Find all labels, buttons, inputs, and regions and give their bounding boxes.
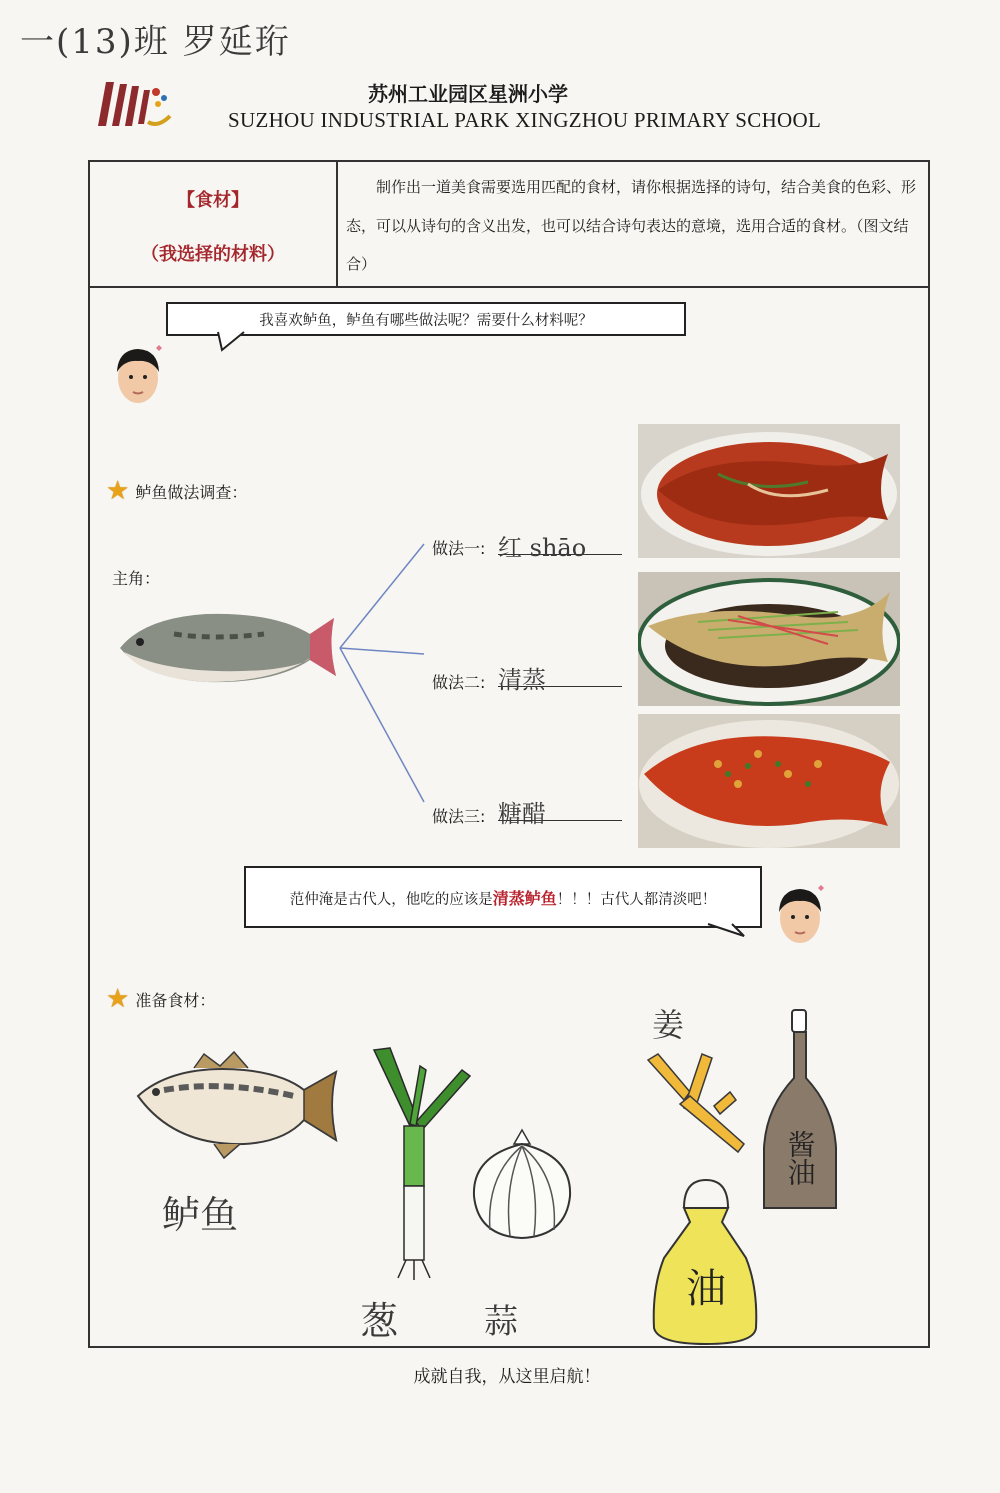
speech-bubble-2-text [290,886,717,909]
section-prep-label: 准备食材： [135,990,216,1010]
speech-bubble-2-after: ！！！古代人都清淡吧！ [556,891,717,908]
school-logo [92,76,174,132]
ginger-drawing [640,1048,750,1158]
steamed-fish-photo [638,572,900,706]
braised-fish-photo [638,424,900,558]
fish-label: 鲈鱼 [162,1193,239,1237]
student-avatar-2 [774,880,826,952]
star-icon: ★ [106,984,130,1014]
school-name-cn: 苏州工业园区星洲小学 [368,82,568,106]
sweet-sour-fish-photo [638,714,900,848]
garlic-label: 蒜 [484,1302,518,1342]
handwritten-class-name: 一(13)班 罗延珩 [20,22,291,62]
speech-bubble-2-before: 范仲淹是古代人，他吃的应该是 [289,891,493,908]
method-2-answer: 清蒸 [498,660,622,687]
section-survey-title [106,478,247,504]
lead-label: 主角： [112,569,161,588]
star-icon: ★ [106,476,130,506]
garlic-drawing [464,1126,580,1242]
branch-lines [334,530,434,810]
oil-bottle-drawing [650,1178,760,1346]
method-3-answer: 糖醋 [498,794,622,821]
scallion-drawing [370,1046,474,1280]
speech-bubble-2 [244,866,762,928]
soy-sauce-bottle-drawing [758,1008,842,1214]
header-title: 【食材】 [177,190,249,211]
section-survey-label: 鲈鱼做法调查： [135,482,248,502]
method-1-label: 做法一: [432,539,486,558]
header-subtitle: （我选择的材料） [141,244,285,265]
student-avatar [112,340,164,412]
scallion-label: 葱 [360,1299,399,1343]
sea-bass-photo [114,604,338,690]
ginger-label: 姜 [652,1006,685,1044]
method-2-label: 做法二: [432,673,486,692]
speech-bubble-2-highlight: 清蒸鲈鱼 [492,888,557,908]
method-1-answer: 红 shāo [498,528,622,555]
speech-tail-1 [214,330,254,352]
oil-label: 油 [686,1266,726,1312]
school-name-en: SUZHOU INDUSTRIAL PARK XINGZHOU PRIMARY SCHOOL [228,108,822,132]
soy-label: 酱油 [783,1130,817,1186]
fish-drawing [134,1050,340,1160]
header-description: 制作出一道美食需要选用匹配的食材，请你根据选择的诗句，结合美食的色彩、形态，可以从诗句的含义出发，也可以结合诗句表达的意境，选用合适的食材。（图文结合） [346,178,917,274]
section-prep-title [106,986,215,1012]
speech-bubble-1-text: 我喜欢鲈鱼，鲈鱼有哪些做法呢？需要什么材料呢？ [259,312,593,329]
header-divider [336,160,338,288]
speech-tail-2 [704,922,748,938]
footer-motto: 成就自我，从这里启航！ [413,1367,601,1387]
method-3-label: 做法三: [432,807,486,826]
